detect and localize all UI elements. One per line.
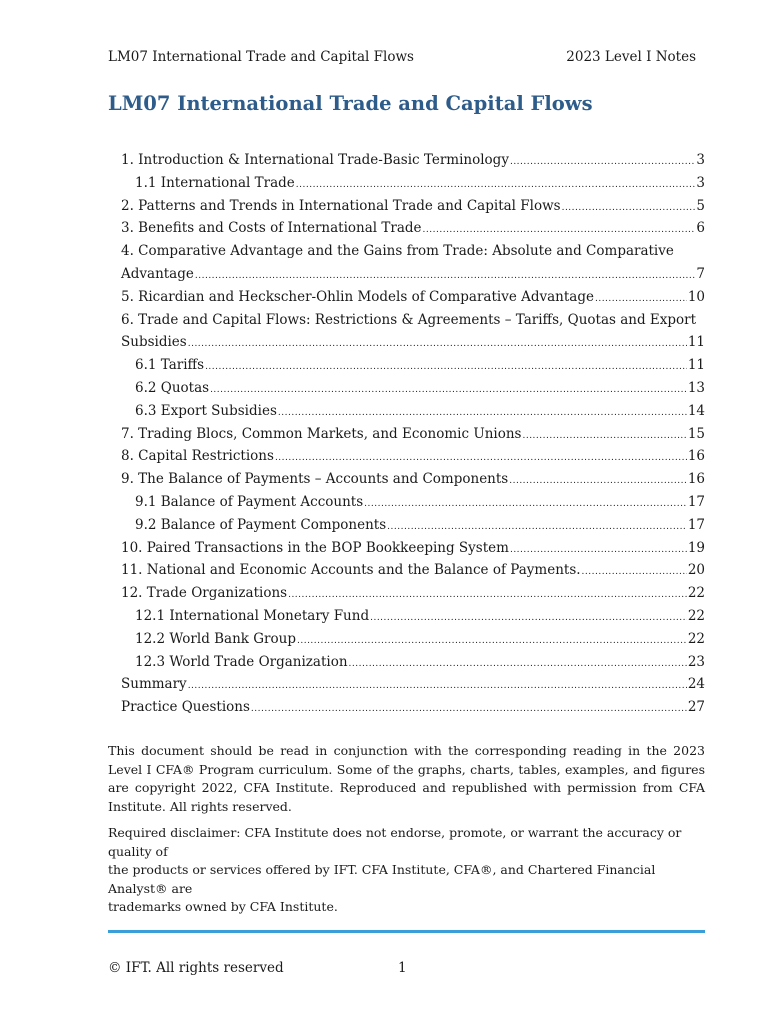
toc-page-number: 22 bbox=[687, 585, 705, 602]
toc-entry[interactable] bbox=[121, 377, 705, 400]
footer-divider bbox=[108, 930, 705, 933]
toc-entry-label: 12.2 World Bank Group bbox=[135, 630, 296, 647]
toc-entry-label: 6.3 Export Subsidies bbox=[135, 402, 277, 419]
toc-entry-label: 12. Trade Organizations bbox=[121, 585, 288, 602]
toc-entry-label: 2. Patterns and Trends in International Trade and Capital Flows bbox=[121, 197, 561, 214]
toc-entry[interactable] bbox=[121, 331, 705, 354]
toc-dot-leader bbox=[288, 584, 687, 607]
toc-entry-label: 9.2 Balance of Payment Components bbox=[135, 516, 387, 533]
footer-copyright: © IFT. All rights reserved bbox=[108, 960, 284, 976]
toc-entry[interactable] bbox=[121, 605, 705, 628]
table-of-contents bbox=[121, 149, 705, 719]
toc-entry-label: 7. Trading Blocs, Common Markets, and Economic Unions bbox=[121, 425, 522, 442]
toc-page-number: 22 bbox=[687, 607, 705, 624]
toc-entry-label: 8. Capital Restrictions bbox=[121, 448, 274, 465]
toc-page-number: 5 bbox=[696, 197, 705, 214]
toc-entry[interactable] bbox=[121, 651, 705, 674]
toc-page-number: 14 bbox=[687, 402, 705, 419]
toc-entry-label: 6.1 Tariffs bbox=[135, 357, 205, 374]
toc-entry-label: Practice Questions bbox=[121, 699, 250, 716]
toc-entry[interactable] bbox=[121, 696, 705, 719]
toc-entry[interactable] bbox=[121, 628, 705, 651]
toc-entry-label: 6. Trade and Capital Flows: Restrictions & Agreements – Tariffs, Quotas and Export bbox=[121, 311, 697, 328]
toc-page-number: 17 bbox=[687, 493, 705, 510]
toc-page-number: 15 bbox=[687, 425, 705, 442]
toc-dot-leader bbox=[509, 470, 687, 493]
toc-entry-label: Summary bbox=[121, 676, 187, 693]
toc-page-number: 17 bbox=[687, 516, 705, 533]
toc-entry-label: 6.2 Quotas bbox=[135, 379, 210, 396]
footer-page-number: 1 bbox=[398, 960, 407, 976]
toc-dot-leader bbox=[297, 630, 687, 653]
toc-dot-leader bbox=[275, 447, 687, 470]
toc-entry[interactable] bbox=[121, 423, 705, 446]
toc-dot-leader bbox=[188, 675, 687, 698]
toc-dot-leader bbox=[278, 402, 687, 425]
toc-page-number: 16 bbox=[687, 448, 705, 465]
toc-entry-label: 4. Comparative Advantage and the Gains from Trade: Absolute and Comparative bbox=[121, 243, 674, 260]
page-header bbox=[108, 46, 696, 68]
toc-dot-leader bbox=[522, 425, 686, 448]
toc-entry[interactable] bbox=[121, 582, 705, 605]
toc-entry-label: 9. The Balance of Payments – Accounts and Components bbox=[121, 471, 509, 488]
toc-entry[interactable] bbox=[121, 172, 705, 195]
toc-entry-label: 12.3 World Trade Organization bbox=[135, 653, 348, 670]
disclaimer-line: Required disclaimer: CFA Institute does not endorse, promote, or warrant the accuracy or quality of bbox=[108, 825, 682, 859]
toc-dot-leader bbox=[387, 516, 687, 539]
toc-dot-leader bbox=[423, 219, 696, 242]
toc-entry[interactable] bbox=[121, 354, 705, 377]
toc-entry-label: 10. Paired Transactions in the BOP Bookkeeping System bbox=[121, 539, 509, 556]
toc-entry-label: 5. Ricardian and Heckscher-Ohlin Models of Comparative Advantage bbox=[121, 288, 594, 305]
toc-dot-leader bbox=[510, 539, 687, 562]
toc-page-number: 19 bbox=[687, 539, 705, 556]
toc-dot-leader bbox=[251, 698, 687, 721]
toc-dot-leader bbox=[562, 197, 696, 220]
toc-dot-leader bbox=[370, 607, 687, 630]
toc-page-number: 20 bbox=[687, 562, 705, 579]
toc-dot-leader bbox=[188, 333, 687, 356]
toc-entry-label: Advantage bbox=[121, 265, 194, 282]
curriculum-notice: This document should be read in conjunction with the corresponding reading in the 2023 Level I CFA® Program curriculum. Some of the graphs, charts, tables, examples, and figures are copyright 2022, CFA Institute. Reproduced and republished with permission from CFA Institute. All rights reserved. bbox=[108, 743, 705, 814]
toc-entry-label: 1. Introduction & International Trade-Basic Terminology bbox=[121, 152, 509, 168]
toc-entry-label: 12.1 International Monetary Fund bbox=[135, 607, 370, 624]
toc-entry-label: Subsidies bbox=[121, 334, 187, 351]
disclaimer-line: trademarks owned by CFA Institute. bbox=[108, 899, 338, 914]
toc-dot-leader bbox=[510, 151, 695, 174]
toc-dot-leader bbox=[195, 265, 696, 288]
toc-page-number: 13 bbox=[687, 379, 705, 396]
toc-entry-label: 1.1 International Trade bbox=[135, 174, 295, 191]
toc-entry[interactable] bbox=[121, 263, 705, 286]
toc-entry[interactable] bbox=[121, 195, 705, 218]
toc-entry[interactable] bbox=[121, 286, 705, 309]
toc-entry[interactable] bbox=[121, 445, 705, 468]
toc-entry[interactable] bbox=[121, 491, 705, 514]
toc-dot-leader bbox=[582, 561, 687, 584]
toc-dot-leader bbox=[210, 379, 687, 402]
header-right-text: 2023 Level I Notes bbox=[566, 49, 696, 65]
toc-page-number: 3 bbox=[696, 174, 705, 191]
toc-page-number: 10 bbox=[687, 288, 705, 305]
required-disclaimer bbox=[108, 824, 705, 917]
toc-entry-line[interactable] bbox=[121, 240, 705, 263]
toc-page-number: 11 bbox=[687, 334, 705, 351]
toc-entry-line[interactable] bbox=[121, 309, 705, 332]
toc-entry[interactable] bbox=[121, 217, 705, 240]
toc-entry[interactable] bbox=[121, 468, 705, 491]
toc-page-number: 7 bbox=[696, 265, 705, 282]
toc-entry-label: 3. Benefits and Costs of International Trade bbox=[121, 220, 422, 237]
document-title: LM07 International Trade and Capital Flows bbox=[108, 92, 593, 115]
toc-page-number: 6 bbox=[696, 220, 705, 237]
toc-entry[interactable] bbox=[121, 559, 705, 582]
toc-page-number: 27 bbox=[687, 699, 705, 716]
toc-page-number: 23 bbox=[687, 653, 705, 670]
toc-entry-label: 11. National and Economic Accounts and the Balance of Payments. bbox=[121, 562, 581, 579]
toc-page-number: 24 bbox=[687, 676, 705, 693]
toc-dot-leader bbox=[205, 356, 687, 379]
toc-entry[interactable] bbox=[121, 149, 705, 172]
toc-dot-leader bbox=[349, 653, 687, 676]
toc-page-number: 22 bbox=[687, 630, 705, 647]
toc-entry[interactable] bbox=[121, 400, 705, 423]
toc-entry-label: 9.1 Balance of Payment Accounts bbox=[135, 493, 364, 510]
toc-page-number: 16 bbox=[687, 471, 705, 488]
toc-dot-leader bbox=[296, 174, 696, 197]
toc-dot-leader bbox=[595, 288, 687, 311]
header-left-text: LM07 International Trade and Capital Flows bbox=[108, 49, 414, 65]
disclaimer-line: the products or services offered by IFT. CFA Institute, CFA®, and Chartered Financial Analyst® are bbox=[108, 862, 656, 896]
toc-entry[interactable] bbox=[121, 673, 705, 696]
toc-entry[interactable] bbox=[121, 537, 705, 560]
toc-entry[interactable] bbox=[121, 514, 705, 537]
toc-page-number: 11 bbox=[687, 357, 705, 374]
toc-dot-leader bbox=[364, 493, 687, 516]
toc-page-number: 3 bbox=[696, 152, 705, 168]
